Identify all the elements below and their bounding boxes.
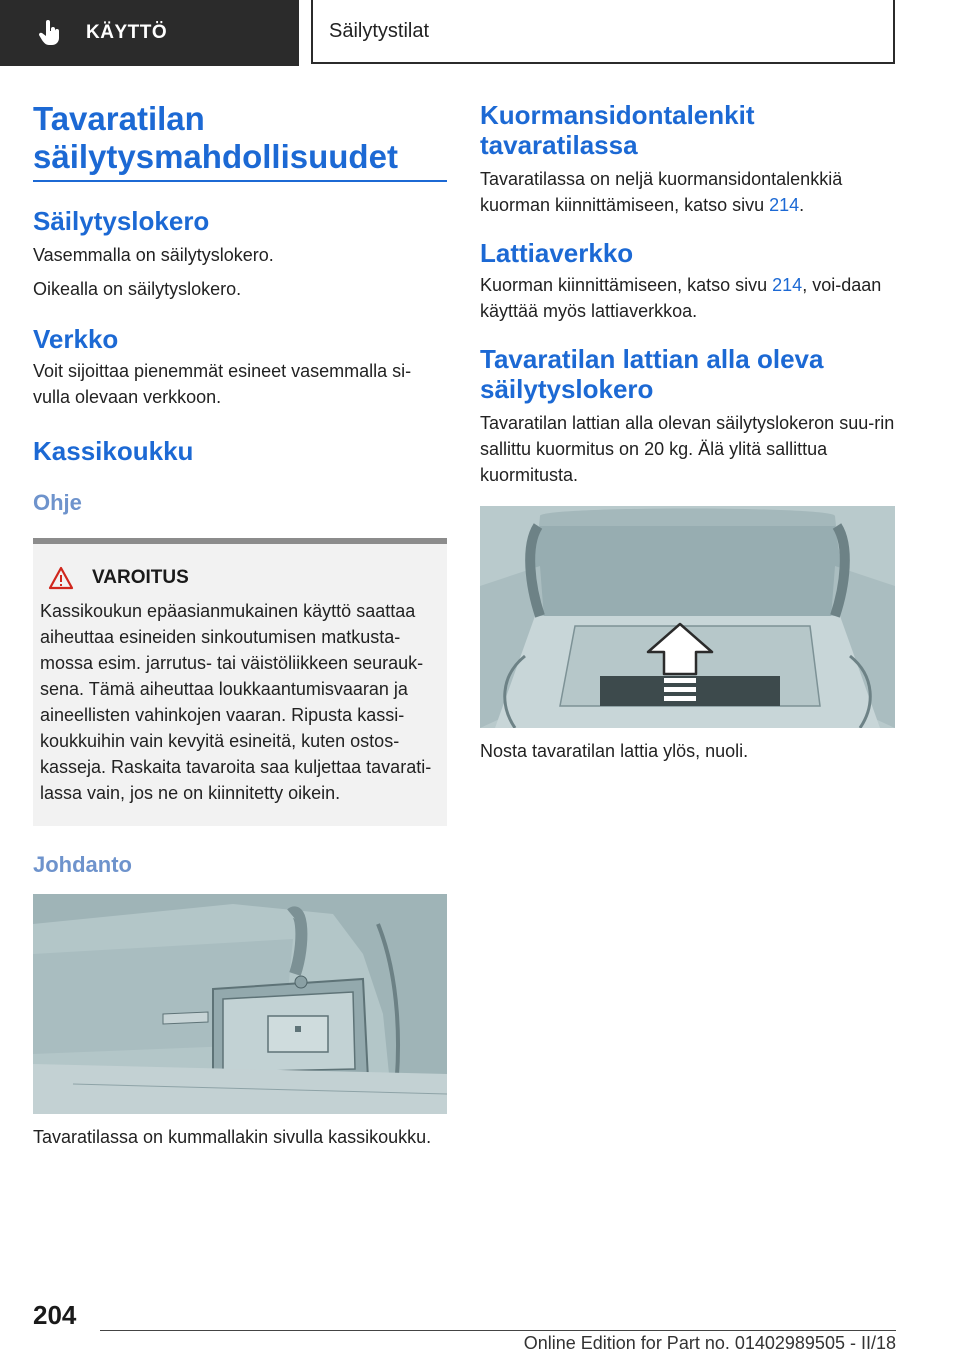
- footer-divider: [100, 1330, 896, 1331]
- trunk-side-illustration: [33, 894, 447, 1114]
- note-heading: Ohje: [33, 490, 82, 515]
- left-column: [33, 100, 447, 1150]
- tiedown-heading: Kuormansidontalenkit tavaratilassa: [480, 100, 755, 160]
- net-text: Voit sijoittaa pienemmät esineet vasemmalla si-vulla olevaan verkkoon.: [33, 361, 412, 407]
- edition-label: Online Edition for Part no. 01402989505 - II/18: [523, 1333, 896, 1353]
- tiedown-text: Tavaratilassa on neljä kuormansidontalenkkiä kuorman kiinnittämiseen, katso sivu 214.: [480, 169, 843, 215]
- chapter-tab: [311, 0, 895, 64]
- floor-net-heading: Lattiaverkko: [480, 238, 634, 268]
- warning-label: VAROITUS: [92, 567, 189, 588]
- right-column: [480, 100, 895, 764]
- storage-heading: Säilytyslokero: [33, 206, 210, 236]
- page-title: Tavaratilan säilytysmahdollisuudet: [33, 100, 447, 182]
- trunk-floor-illustration: [480, 506, 895, 728]
- section-tab: [0, 0, 299, 66]
- intro-heading: Johdanto: [33, 852, 132, 877]
- page-number: 204: [33, 1300, 77, 1330]
- net-heading: Verkko: [33, 324, 119, 354]
- storage-left-text: Vasemmalla on säilytyslokero.: [33, 245, 274, 265]
- warning-triangle-icon: [48, 566, 74, 590]
- hook-heading: Kassikoukku: [33, 436, 194, 466]
- section-label: KÄYTTÖ: [86, 22, 168, 43]
- under-floor-heading: Tavaratilan lattian alla oleva säilytyslokero: [480, 344, 824, 404]
- intro-caption: Tavaratilassa on kummallakin sivulla kassikoukku.: [33, 1127, 432, 1147]
- under-floor-text: Tavaratilan lattian alla olevan säilytyslokeron suu-rin sallittu kuormitus on 20 kg. Älä ylitä sallittua kuormitusta.: [480, 413, 895, 485]
- hand-pointer-icon: [38, 20, 62, 46]
- page-ref-link[interactable]: 214: [769, 195, 800, 215]
- warning-box: [33, 538, 447, 826]
- under-floor-caption: Nosta tavaratilan lattia ylös, nuoli.: [480, 741, 749, 761]
- chapter-label: Säilytystilat: [329, 19, 430, 42]
- floor-net-text: Kuorman kiinnittämiseen, katso sivu 214, voi-daan käyttää myös lattiaverkkoa.: [480, 275, 882, 321]
- storage-right-text: Oikealla on säilytyslokero.: [33, 279, 242, 299]
- page-ref-link[interactable]: 214: [772, 275, 803, 295]
- warning-text: Kassikoukun epäasianmukainen käyttö saattaa aiheuttaa esineiden sinkoutumisen matkusta-mossa esim. jarrutus- tai väistöliikkeen seurauk-sena. Tämä aiheuttaa loukkaantumisvaaran ja aineellisten vahinkojen vaaran. Ripusta kassi-koukkuihin vain kevyitä esineitä, kuten ostos-kasseja. Raskaita tavaroita saa kuljettaa tavarati-lassa vain, jos ne on kiinnitetty oikein.: [40, 601, 432, 803]
